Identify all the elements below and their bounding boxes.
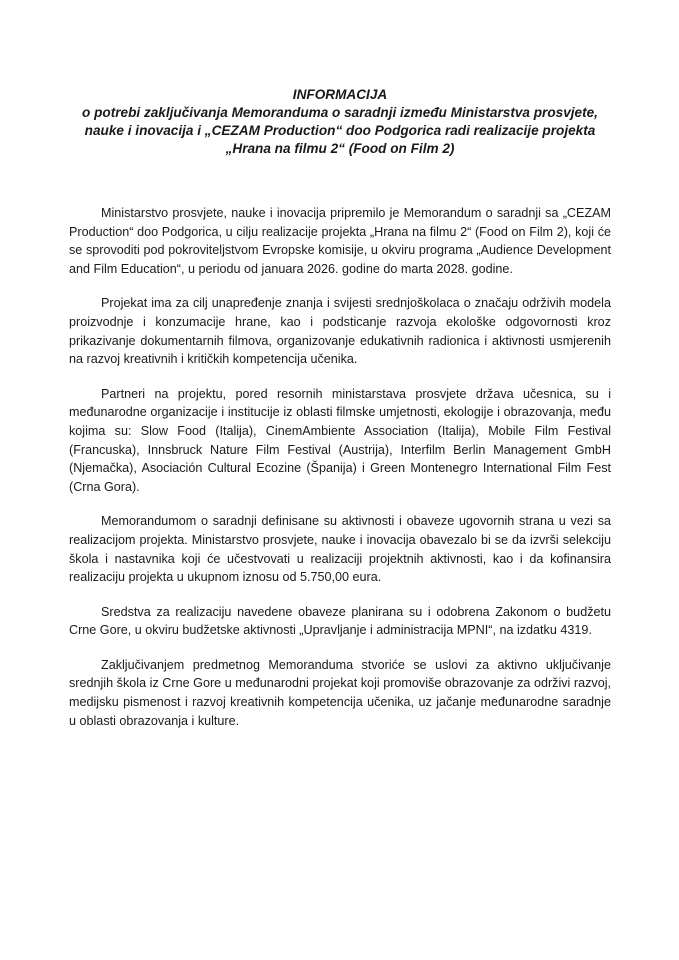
paragraph-obligations: Memorandumom o saradnji definisane su aktivnosti i obaveze ugovornih strana u vezi sa realizacijom projekta. Ministarstvo prosvjete, nauke i inovacija obavezalo bi se da izvrši selekciju škola i nastavnika koji će učestvovati u realizaciji projektnih aktivnosti, kao i da kofinansira realizaciju projekta u ukupnom iznosu od 5.750,00 eura. (69, 514, 611, 585)
document-subtitle-line-2: nauke i inovacija i „CEZAM Production“ doo Podgorica radi realizacije projekta (84, 123, 596, 138)
document-subtitle-line-1: o potrebi zaključivanja Memoranduma o saradnji između Ministarstva prosvjete, (82, 105, 598, 120)
document-title: INFORMACIJA (292, 87, 388, 102)
paragraph-partners: Partneri na projektu, pored resornih ministarstava prosvjete država učesnica, su i međunarodne organizacije i institucije iz oblasti filmske umjetnosti, ekologije i obrazovanja, među kojima su: Slow Food (Italija), CinemAmbiente Association (Italija), Mobile Film Festival (Francuska), Innsbruck Nature Film Festival (Austrija), Interfilm Berlin Management GmbH (Njemačka), Asociación Cultural Ecozine (Španija) i Green Montenegro International Film Fest (Crna Gora). (69, 386, 611, 494)
paragraph-conclusion: Zaključivanjem predmetnog Memoranduma stvoriće se uslovi za aktivno uključivanje srednjih škola iz Crne Gore u međunarodni projekat koji promoviše obrazovanje za održivi razvoj, medijsku pismenost i razvoj kreativnih kompetencija učenika, uz jačanje međunarodne saradnje u oblasti obrazovanja i kulture. (69, 657, 611, 728)
document-subtitle-line-3: „Hrana na filmu 2“ (Food on Film 2) (225, 141, 455, 156)
paragraph-memorandum-intro: Ministarstvo prosvjete, nauke i inovacija pripremilo je Memorandum o saradnji sa „CEZAM Production“ doo Podgorica, u cilju realizacije projekta „Hrana na filmu 2“ (Food on Film 2), koji će se sprovoditi pod pokroviteljstvom Evropske komisije, u okviru programa „Audience Development and Film Education“, u periodu od januara 2026. godine do marta 2028. godine. (69, 206, 611, 276)
paragraph-funding: Sredstva za realizaciju navedene obaveze planirana su i odobrena Zakonom o budžetu Crne Gore, u okviru budžetske aktivnosti „Upravljanje i administracija MPNI“, na izdatku 4319. (69, 604, 611, 638)
paragraph-project-goals: Projekat ima za cilj unapređenje znanja i svijesti srednjoškolaca o značaju održivih modela proizvodnje i konzumacije hrane, kao i podsticanje razvoja ekološke odgovornosti kroz prikazivanje dokumentarnih filmova, organizovanje edukativnih radionica i aktivnosti usmjerenih na razvoj kreativnih i kritičkih kompetencija učenika. (69, 296, 611, 367)
document-heading (60, 86, 620, 158)
document-body (69, 204, 611, 746)
